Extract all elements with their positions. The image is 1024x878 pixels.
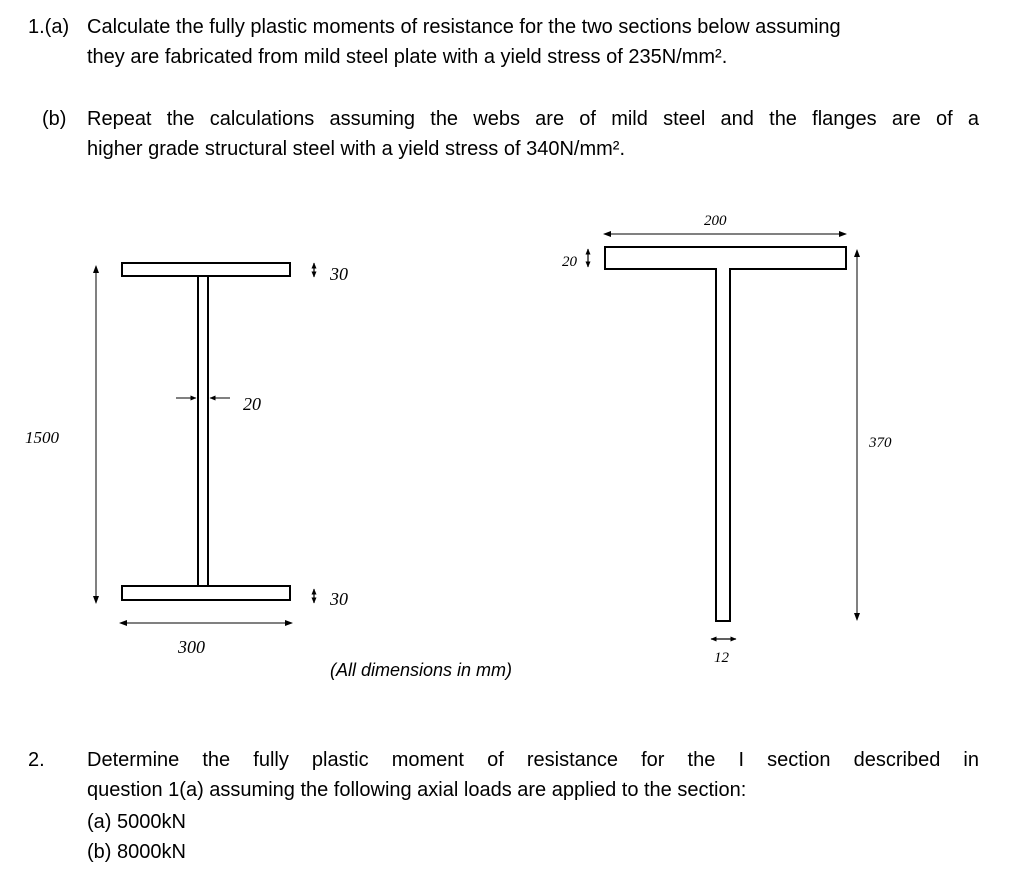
i-depth-label: 1500 [25,428,59,447]
i-top-flange-label: 30 [330,264,348,284]
t-section-outline [605,247,846,621]
q2-line-1: Determine the fully plastic moment of resistance for the I section described in [87,749,979,771]
q1a-label: 1.(a) [28,16,70,38]
i-web [198,276,208,586]
q2-number: 2. [28,749,45,771]
i-bottom-flange [122,586,290,600]
q1b-line-1: Repeat the calculations assuming the webs are of mild steel and the flanges are of a [87,108,979,130]
t-width-label: 200 [704,213,727,229]
i-bottom-flange-label: 30 [330,589,348,609]
i-width-label: 300 [178,637,205,657]
units-note: (All dimensions in mm) [330,660,513,680]
t-depth-label: 370 [869,435,892,451]
q2-load-a: (a) 5000kN [87,811,186,833]
i-section [122,263,290,600]
i-web-label: 20 [243,394,261,414]
q1a-line-1: Calculate the fully plastic moments of resistance for the two sections below assuming [87,16,841,38]
t-flange-thickness-label: 20 [562,254,577,270]
q1b-label: (b) [42,108,67,130]
q2-line-2: question 1(a) assuming the following axial loads are applied to the section: [87,779,747,801]
q1b-line-2: higher grade structural steel with a yield stress of 340N/mm². [87,138,625,160]
t-web-thickness-label: 12 [714,650,729,666]
q1a-line-2: they are fabricated from mild steel plate with a yield stress of 235N/mm². [87,46,728,68]
q2-load-b: (b) 8000kN [87,841,186,863]
i-top-flange [122,263,290,276]
